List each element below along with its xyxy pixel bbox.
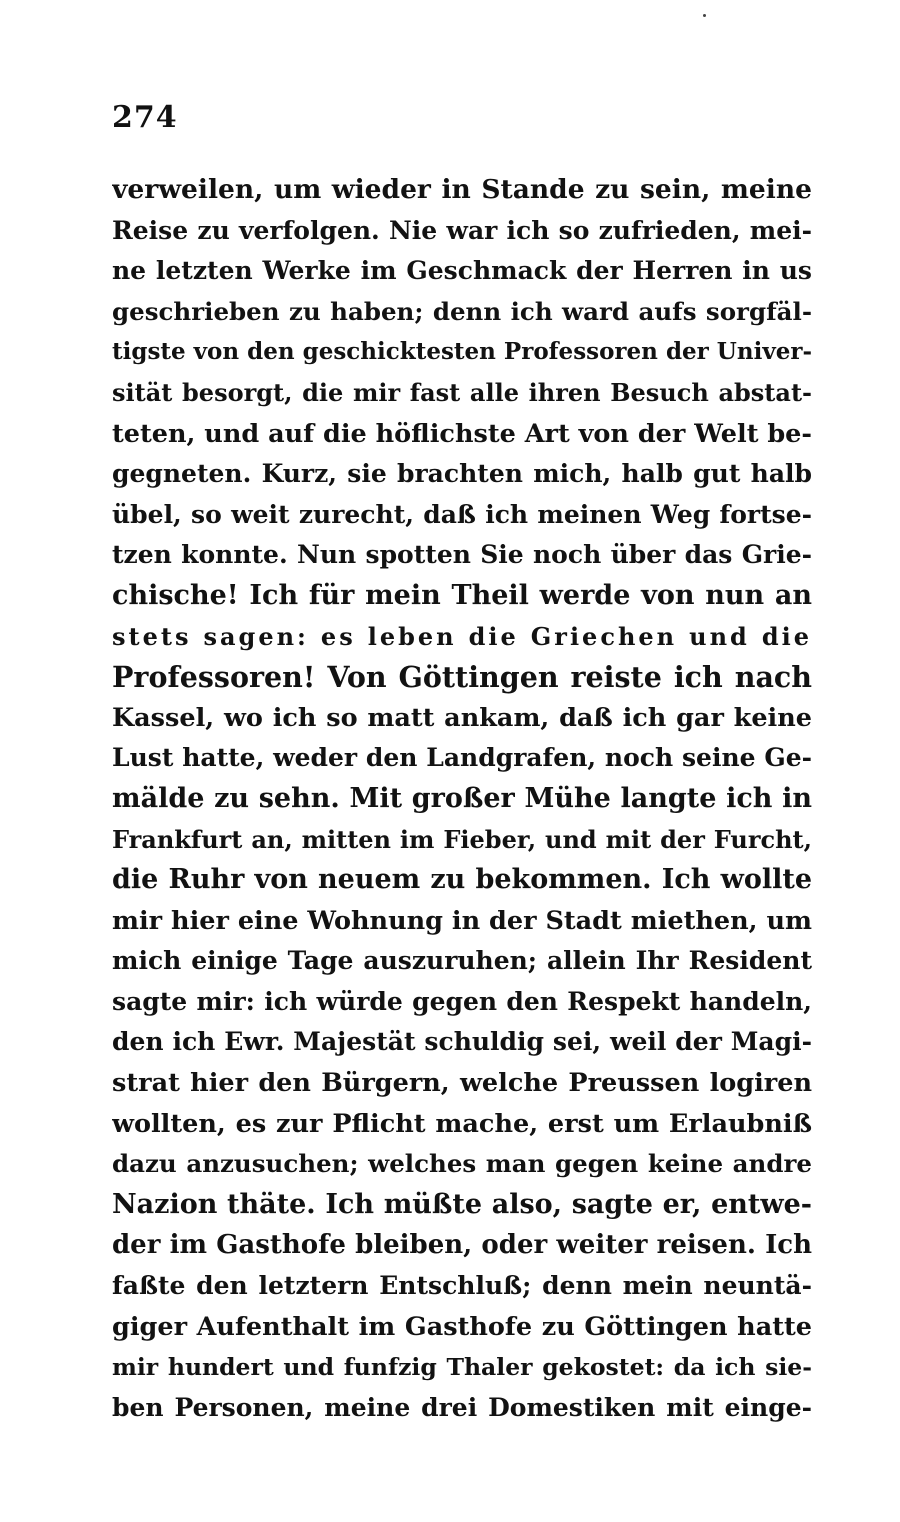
text-line: strat hier den Bürgern, welche Preussen logiren [112,1068,812,1099]
text-line: wollten, es zur Pflicht mache, erst um Erlaubniß [112,1108,812,1139]
text-line: stets sagen: es leben die Griechen und die [112,621,812,651]
text-line: mir hier eine Wohnung in der Stadt miethen, um [112,905,812,936]
text-line: gegneten. Kurz, sie brachten mich, halb gut halb [112,459,812,489]
text-line: mir hundert und funfzig Thaler gekostet: da ich sie- [112,1353,812,1382]
text-line: den ich Ewr. Majestät schuldig sei, weil der Magi- [112,1027,812,1057]
text-line: sagte mir: ich würde gegen den Respekt handeln, [112,986,812,1016]
text-line: dazu anzusuchen; welches man gegen keine andre [112,1149,812,1179]
text-line: ben Personen, meine drei Domestiken mit einge- [112,1392,812,1422]
text-line: verweilen, um wieder in Stande zu sein, meine [112,174,812,205]
text-line: tzen konnte. Nun spotten Sie noch über das Grie- [112,540,812,570]
text-line: übel, so weit zurecht, daß ich meinen Weg fortse- [112,499,812,529]
text-line: Lust hatte, weder den Landgrafen, noch seine Ge- [112,743,812,773]
text-line: Frankfurt an, mitten im Fieber, und mit der Furcht, [112,824,812,854]
text-line: Nazion thäte. Ich müßte also, sagte er, entwe- [112,1188,812,1220]
text-line: die Ruhr von neuem zu bekommen. Ich wollte [112,864,812,896]
text-line: tigste von den geschicktesten Professoren der Univer- [112,338,812,366]
print-speck [703,14,706,17]
body-text [112,170,812,1428]
text-line: sität besorgt, die mir fast alle ihren Besuch abstat- [112,377,812,407]
text-line: Professoren! Von Göttingen reiste ich nach [112,660,812,695]
text-line: giger Aufenthalt im Gasthofe zu Göttingen hatte [112,1311,812,1342]
text-line: teten, und auf die höflichste Art von der Welt be- [112,418,812,449]
text-line: geschrieben zu haben; denn ich ward aufs sorgfäl- [112,296,812,326]
text-line: Reise zu verfolgen. Nie war ich so zufrieden, mei- [112,215,812,245]
text-line: mich einige Tage auszuruhen; allein Ihr Resident [112,946,812,976]
page-number: 274 [112,100,178,135]
text-line: Kassel, wo ich so matt ankam, daß ich gar keine [112,702,812,733]
text-line: faßte den letztern Entschluß; denn mein neuntä- [112,1271,812,1301]
text-line: chische! Ich für mein Theil werde von nun an [112,579,812,611]
text-line: der im Gasthofe bleiben, oder weiter reisen. Ich [112,1230,812,1261]
text-line: ne letzten Werke im Geschmack der Herren in us [112,256,812,286]
text-line: mälde zu sehn. Mit großer Mühe langte ich in [112,782,812,814]
